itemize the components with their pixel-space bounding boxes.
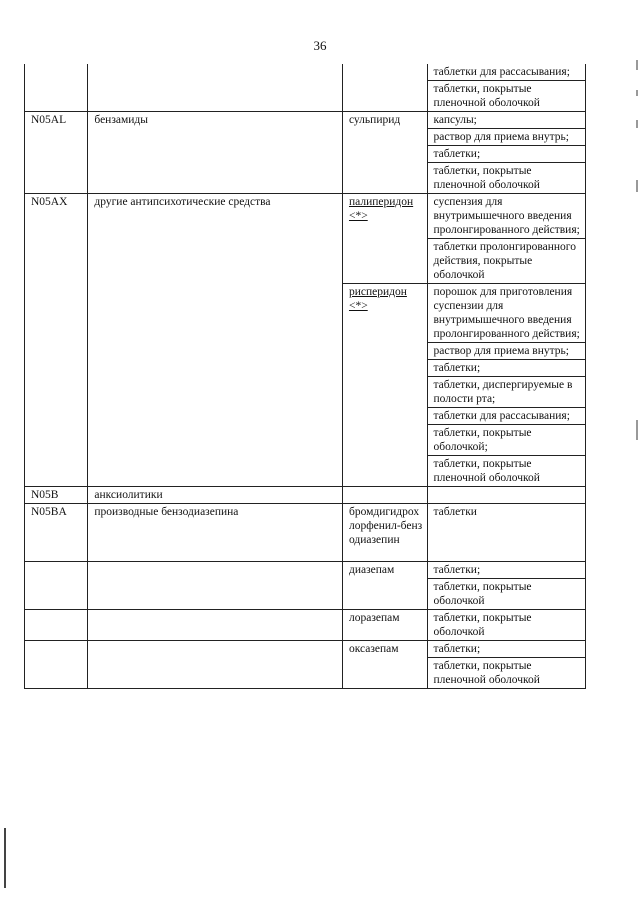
- dosage-form-cell: раствор для приема внутрь;: [427, 343, 586, 360]
- atc-code-cell: N05B: [25, 487, 88, 504]
- table-row: [25, 64, 586, 81]
- group-name-cell: бензамиды: [88, 112, 343, 194]
- atc-code-cell: N05BA: [25, 504, 88, 562]
- dosage-form-cell: таблетки, покрытые пленочной оболочкой: [427, 163, 586, 194]
- atc-code-cell: [25, 284, 88, 487]
- table-row: [25, 641, 586, 658]
- dosage-form-cell: таблетки для рассасывания;: [427, 408, 586, 425]
- page-number: 36: [313, 38, 327, 53]
- dosage-form-cell: таблетки;: [427, 562, 586, 579]
- dosage-form-cell: раствор для приема внутрь;: [427, 129, 586, 146]
- drug-name-cell: [342, 64, 427, 112]
- group-name-cell: производные бензодиазепина: [88, 504, 343, 562]
- atc-code-cell: [25, 610, 88, 641]
- dosage-form-cell: таблетки;: [427, 360, 586, 377]
- dosage-form-cell: таблетки, покрытые оболочкой: [427, 610, 586, 641]
- dosage-form-cell: таблетки, покрытые пленочной оболочкой: [427, 81, 586, 112]
- group-name-cell: [88, 641, 343, 689]
- group-name-cell: [88, 64, 343, 112]
- dosage-form-cell: таблетки;: [427, 146, 586, 163]
- atc-code-cell: [25, 64, 88, 112]
- drug-name-link[interactable]: палиперидон <*>: [348, 196, 414, 222]
- drug-name-cell: [342, 284, 427, 487]
- group-name-cell: [88, 562, 343, 610]
- group-name-cell: другие антипсихотические средства: [88, 194, 343, 284]
- dosage-form-cell: таблетки пролонгированного действия, покрытые оболочкой: [427, 239, 586, 284]
- dosage-form-cell: капсулы;: [427, 112, 586, 129]
- atc-code-cell: [25, 562, 88, 610]
- dosage-form-cell: таблетки;: [427, 641, 586, 658]
- dosage-form-cell: [427, 487, 586, 504]
- dosage-form-cell: таблетки: [427, 504, 586, 562]
- dosage-form-cell: таблетки для рассасывания;: [427, 64, 586, 81]
- table-row: [25, 504, 586, 562]
- dosage-form-cell: таблетки, диспергируемые в полости рта;: [427, 377, 586, 408]
- dosage-form-cell: таблетки, покрытые пленочной оболочкой: [427, 456, 586, 487]
- dosage-form-cell: таблетки, покрытые оболочкой: [427, 579, 586, 610]
- drug-name-cell: [342, 194, 427, 284]
- drug-name-cell: оксазепам: [342, 641, 427, 689]
- dosage-form-cell: таблетки, покрытые оболочкой;: [427, 425, 586, 456]
- table-row: [25, 112, 586, 129]
- drug-name-cell: бромдигидрохлорфенил-бензодиазепин: [342, 504, 427, 562]
- dosage-form-cell: порошок для приготовления суспензии для внутримышечного введения пролонгированного действия;: [427, 284, 586, 343]
- drug-name-cell: [342, 487, 427, 504]
- drug-name-link[interactable]: рисперидон <*>: [348, 286, 407, 312]
- dosage-form-cell: суспензия для внутримышечного введения пролонгированного действия;: [427, 194, 586, 239]
- drug-name-cell: сульпирид: [342, 112, 427, 194]
- table-row: [25, 562, 586, 579]
- table-row: [25, 610, 586, 641]
- binding-mark: [4, 828, 6, 888]
- table-row: [25, 284, 586, 343]
- atc-code-cell: [25, 641, 88, 689]
- atc-code-cell: N05AL: [25, 112, 88, 194]
- dosage-form-cell: таблетки, покрытые пленочной оболочкой: [427, 658, 586, 689]
- group-name-cell: [88, 610, 343, 641]
- drug-name-cell: диазепам: [342, 562, 427, 610]
- drug-table: [24, 64, 586, 689]
- atc-code-cell: N05AX: [25, 194, 88, 284]
- scan-edge-marks: [634, 60, 638, 480]
- table-row: [25, 487, 586, 504]
- group-name-cell: анксиолитики: [88, 487, 343, 504]
- drug-name-cell: лоразепам: [342, 610, 427, 641]
- table-row: [25, 194, 586, 239]
- group-name-cell: [88, 284, 343, 487]
